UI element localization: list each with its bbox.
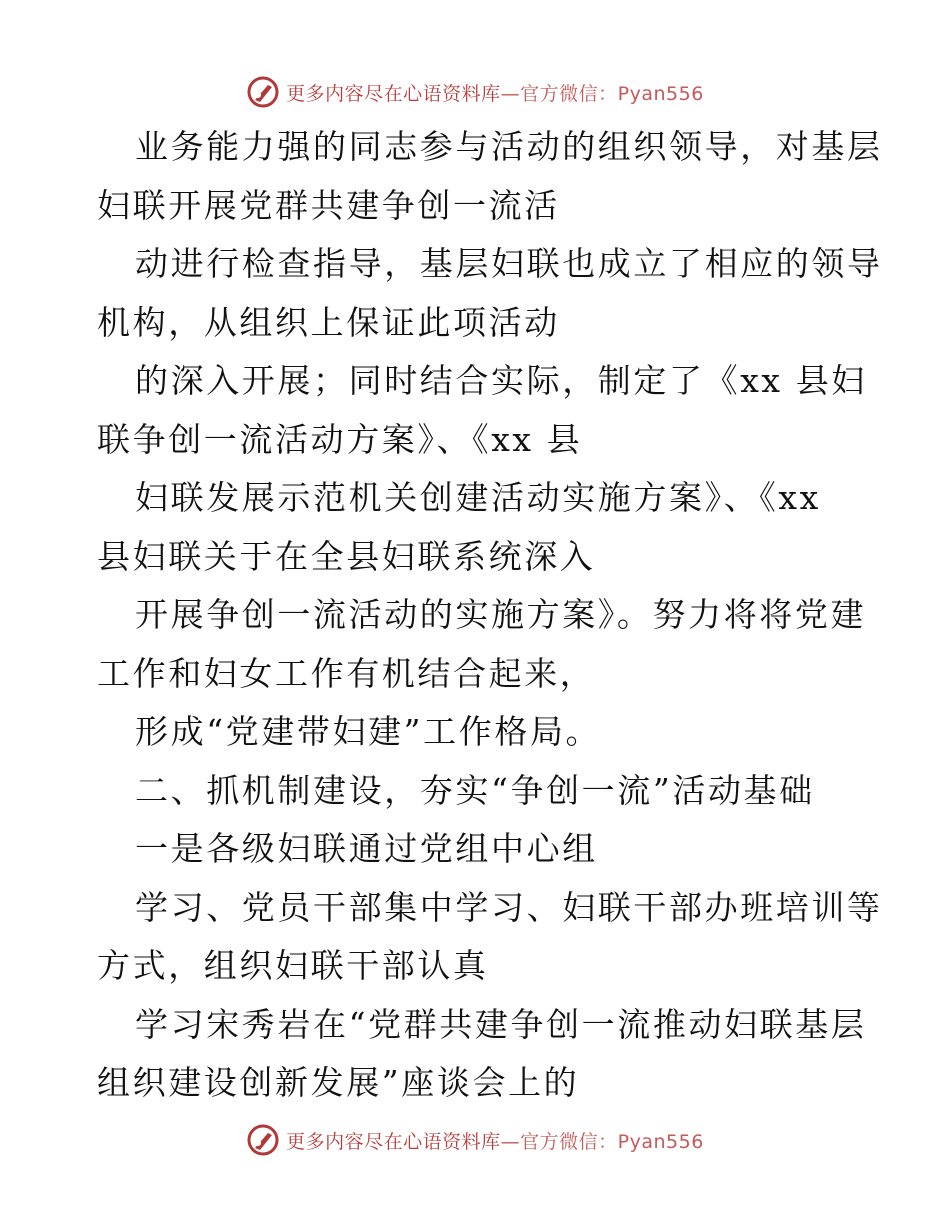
body-line: 联争创一流活动方案》、《xx 县 [97, 419, 583, 459]
header-watermark [0, 72, 950, 112]
body-line: 开展争创一流活动的实施方案》。努力将将党建 [135, 595, 867, 634]
section-heading: 二、抓机制建设，夯实“争创一流”活动基础 [135, 770, 815, 810]
footer-watermark [0, 1120, 950, 1160]
quill-pen-icon [246, 1123, 280, 1157]
watermark-main: 更多内容尽在心语资料库 [286, 82, 501, 105]
body-line: 县妇联关于在全县妇联系统深入 [97, 536, 596, 576]
watermark-text [286, 79, 704, 106]
body-line: 一是各级妇联通过党组中心组 [135, 829, 598, 868]
body-line: 妇联开展党群共建争创一流活 [97, 185, 560, 225]
watermark-separator: — [500, 1130, 521, 1153]
watermark-text [286, 1127, 704, 1154]
watermark-sub: 官方微信：Pyan556 [520, 82, 704, 105]
body-line: 组织建设创新发展”座谈会上的 [97, 1063, 580, 1102]
body-line: 学习、党员干部集中学习、妇联干部办班培训等 [135, 887, 883, 927]
watermark-separator: — [500, 82, 521, 105]
quill-pen-icon [246, 75, 280, 109]
body-line: 妇联发展示范机关创建活动实施方案》、《xx [135, 478, 821, 517]
body-line: 动进行检查指导，基层妇联也成立了相应的领导 [135, 244, 883, 283]
watermark-main: 更多内容尽在心语资料库 [286, 1130, 501, 1153]
body-line: 业务能力强的同志参与活动的组织领导，对基层 [135, 127, 883, 166]
document-body [97, 118, 883, 1113]
watermark-sub: 官方微信：Pyan556 [520, 1130, 704, 1153]
body-line: 工作和妇女工作有机结合起来， [97, 653, 596, 693]
body-line: 学习宋秀岩在“党群共建争创一流推动妇联基层 [135, 1004, 867, 1044]
body-line: 机构，从组织上保证此项活动 [97, 302, 560, 342]
body-line: 形成“党建带妇建”工作格局。 [135, 712, 602, 751]
body-line: 方式，组织妇联干部认真 [97, 946, 489, 985]
body-line: 的深入开展；同时结合实际，制定了《xx 县妇 [135, 361, 867, 400]
